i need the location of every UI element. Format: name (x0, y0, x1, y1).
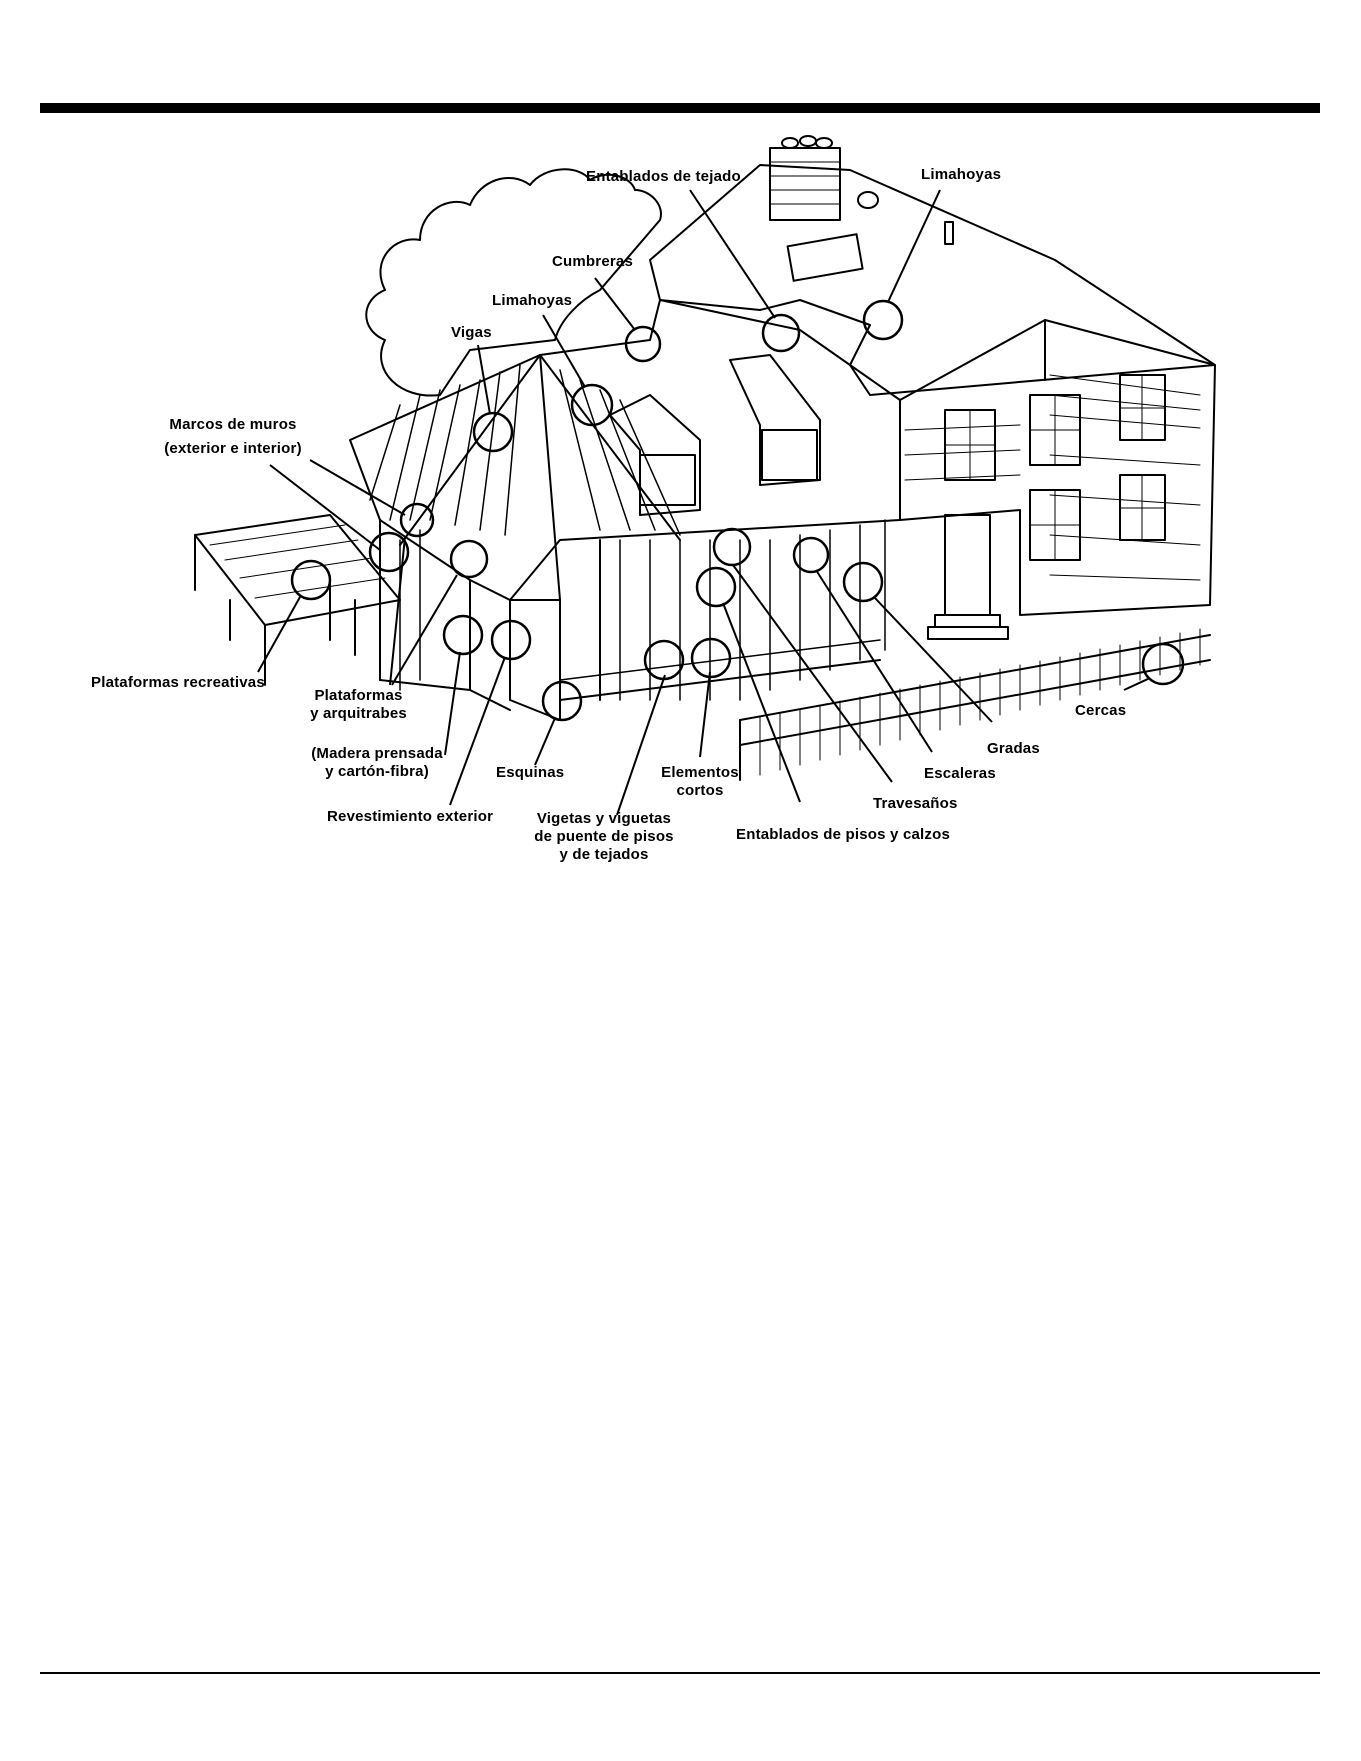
label-floor-sheathing: Entablados de pisos y calzos (736, 826, 950, 843)
label-platforms-line-1: Plataformas (314, 687, 403, 704)
cloud-shape (366, 169, 661, 395)
chimney-icon (770, 148, 840, 220)
label-cripples-line-2: cortos (676, 782, 724, 799)
label-plywood-line-1: (Madera prensada (311, 745, 443, 762)
callout-circle (543, 682, 581, 720)
label-joists-line-1: Vigetas y viguetas (536, 810, 672, 827)
upper-roof (650, 165, 1215, 395)
label-wall-frames-line-2: (exterior e interior) (164, 440, 302, 457)
label-plywood (302, 745, 452, 781)
label-wall-frames (153, 416, 313, 458)
callout-circle (697, 568, 735, 606)
label-valleys-left: Limahoyas (492, 292, 573, 309)
label-stairs: Escaleras (924, 765, 996, 782)
bottom-rule (40, 1672, 1320, 1674)
dormer-right (730, 355, 820, 485)
callout-circle (626, 327, 660, 361)
label-platforms (301, 687, 416, 723)
label-cripples-line-1: Elementos (661, 764, 739, 781)
label-joists (519, 810, 689, 864)
label-platforms-line-2: y arquitrabes (310, 705, 407, 722)
label-cripples (650, 764, 750, 800)
label-wall-frames-line-1: Marcos de muros (169, 416, 297, 433)
label-rafters: Vigas (451, 324, 492, 341)
label-headers: Travesaños (873, 795, 958, 812)
label-exterior-siding: Revestimiento exterior (327, 808, 494, 825)
label-joists-line-3: y de tejados (559, 846, 649, 863)
callout-circle (864, 301, 902, 339)
label-corners: Esquinas (496, 764, 565, 781)
label-valleys-right: Limahoyas (921, 166, 1002, 183)
callout-circle (692, 639, 730, 677)
label-fences: Cercas (1075, 702, 1127, 719)
label-steps: Gradas (987, 740, 1040, 757)
label-joists-line-2: de puente de pisos (534, 828, 674, 845)
callout-circle (844, 563, 882, 601)
callout-circle (451, 541, 487, 577)
label-ridges: Cumbreras (552, 253, 633, 270)
callout-circle (763, 315, 799, 351)
label-plywood-line-2: y cartón-fibra) (325, 763, 429, 780)
callout-circle (714, 529, 750, 565)
label-roof-sheathing: Entablados de tejado (586, 168, 741, 185)
door-icon (945, 515, 990, 615)
callout-circle (401, 504, 433, 536)
callout-circle (292, 561, 330, 599)
callout-circle (444, 616, 482, 654)
callout-circle (794, 538, 828, 572)
deck (195, 515, 400, 625)
corner-post (510, 600, 560, 720)
label-decks: Plataformas recreativas (91, 674, 265, 691)
house-right-body (900, 320, 1215, 615)
